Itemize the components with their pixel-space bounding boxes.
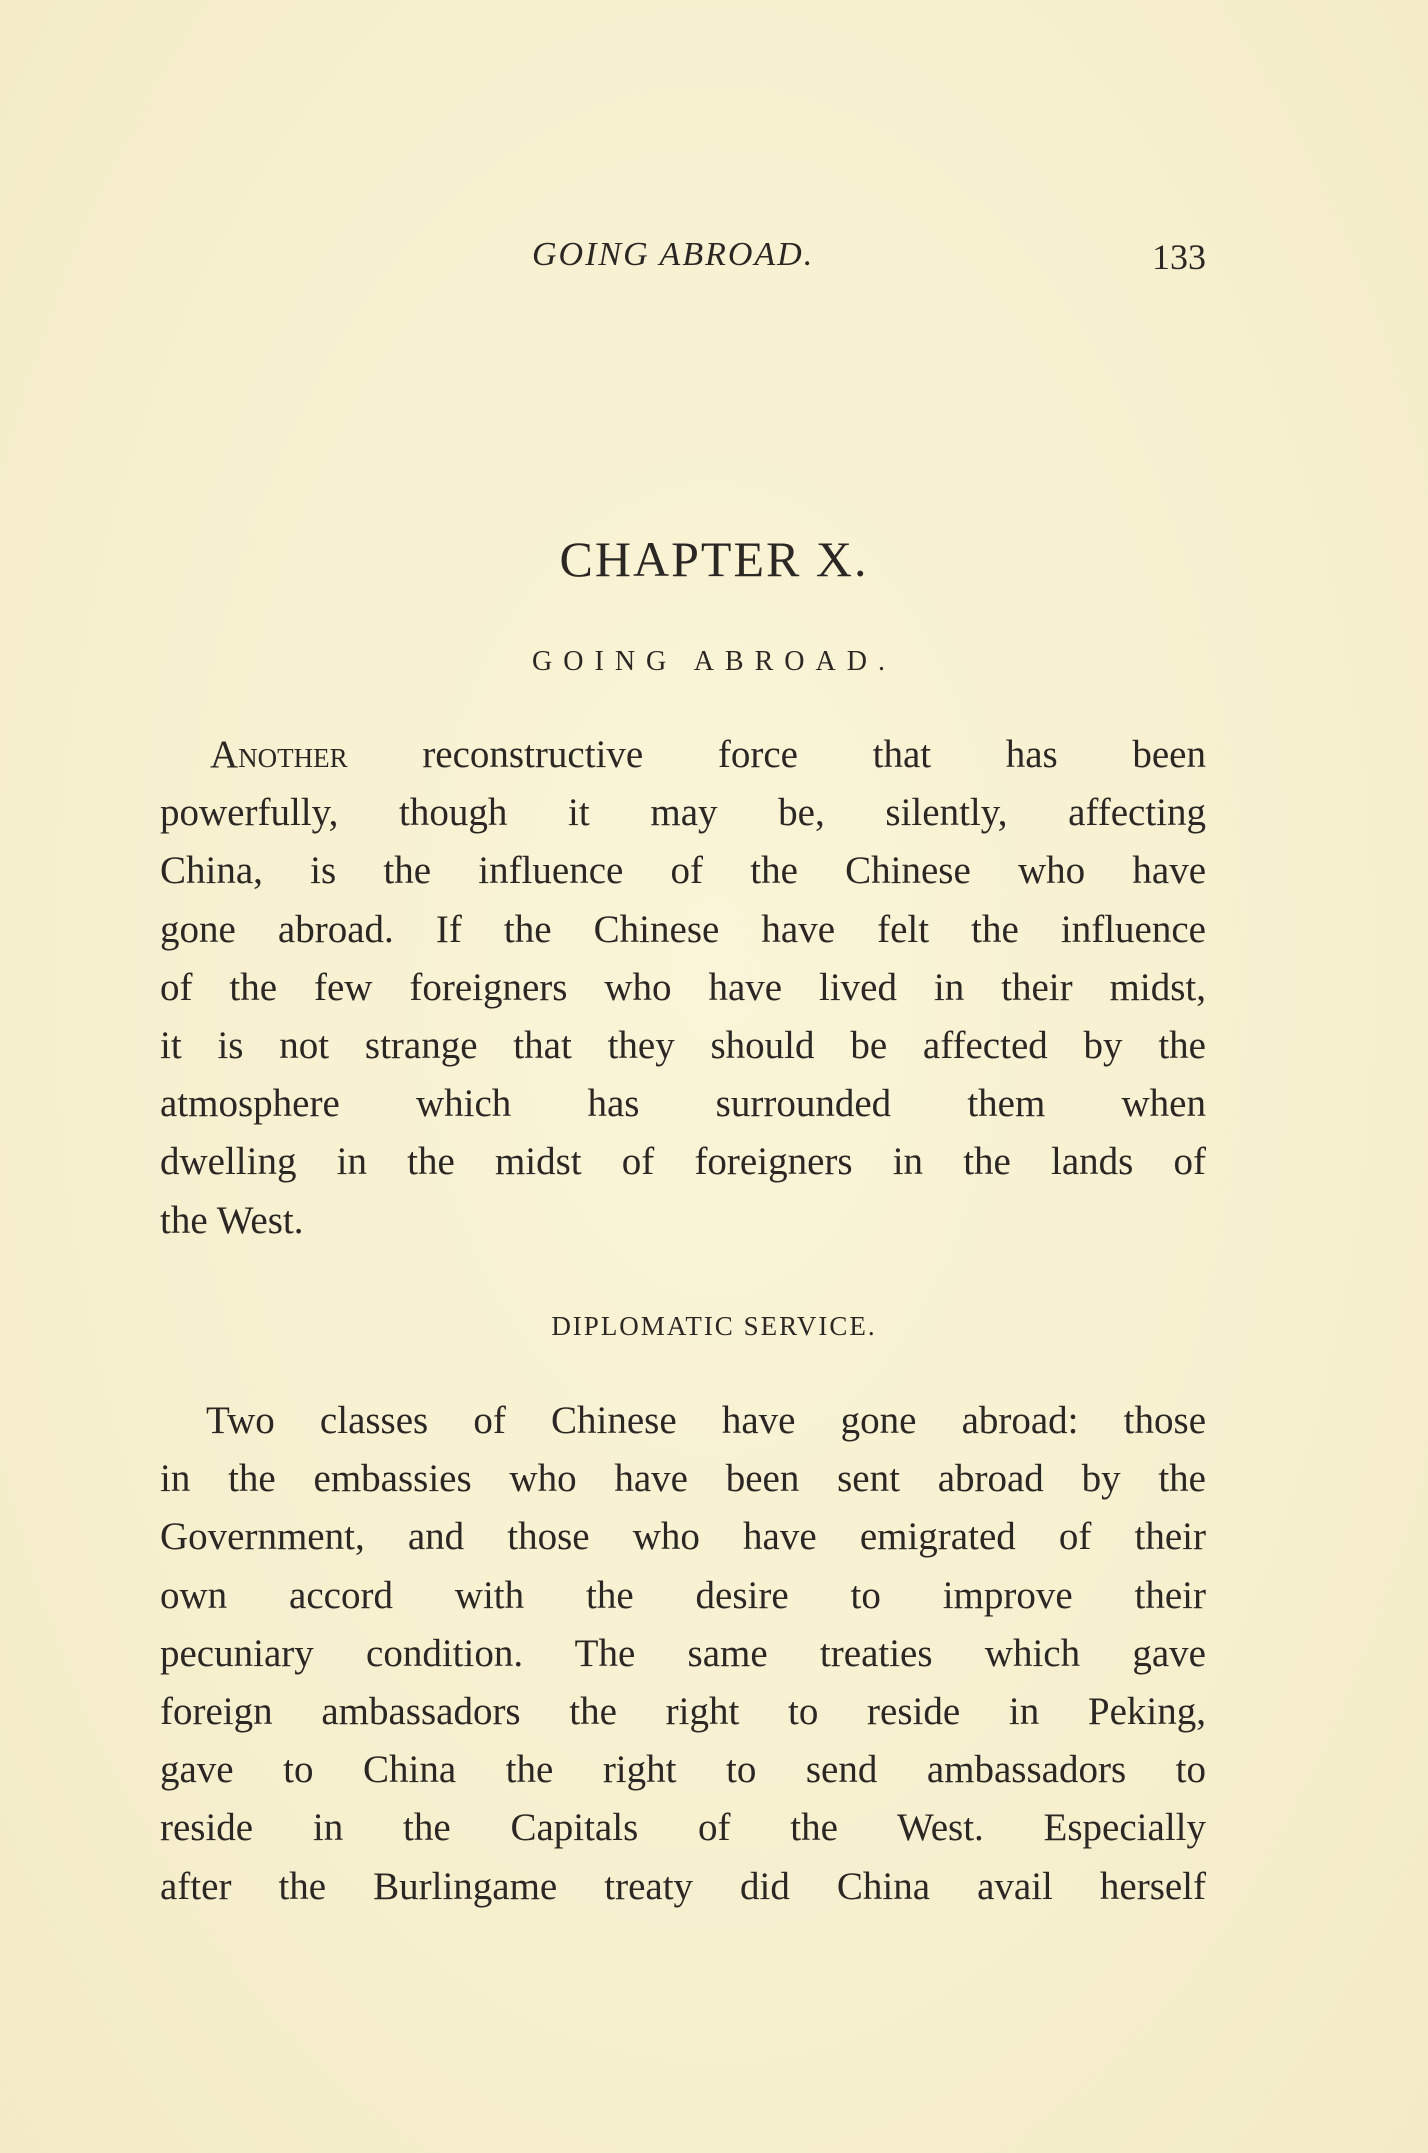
paragraph-line: dwelling in the midst of foreigners in the lands of: [160, 1140, 1206, 1184]
paragraph-line: [160, 726, 1206, 784]
paragraph-line: the West.: [160, 1198, 304, 1242]
paragraph-line: after the Burlingame treaty did China avail herself: [160, 1864, 1206, 1908]
running-title: GOING ABROAD.: [532, 236, 815, 273]
paragraph-line: atmosphere which has surrounded them when: [160, 1082, 1206, 1126]
paragraph-line: gone abroad. If the Chinese have felt the influence: [160, 907, 1206, 951]
paragraph-line: of the few foreigners who have lived in their midst,: [160, 965, 1206, 1009]
chapter-title: CHAPTER X.: [559, 531, 869, 587]
paragraph-line: China, is the influence of the Chinese who have: [160, 849, 1206, 893]
paragraph-line: gave to China the right to send ambassadors to: [160, 1748, 1206, 1792]
paragraph-line: Government, and those who have emigrated of their: [160, 1515, 1206, 1559]
paragraph-line: it is not strange that they should be affected by the: [160, 1023, 1206, 1067]
page-header: [160, 236, 1206, 286]
paragraph-line: Two classes of Chinese have gone abroad: those: [206, 1399, 1206, 1442]
paragraph-line-text: reconstructive force that has been: [422, 733, 1206, 776]
paragraph-line: own accord with the desire to improve their: [160, 1573, 1206, 1617]
paragraph-line: powerfully, though it may be, silently, affecting: [160, 791, 1206, 835]
chapter-subtitle: GOING ABROAD.: [532, 646, 896, 677]
section-heading: DIPLOMATIC SERVICE.: [551, 1311, 877, 1341]
paragraph-diplomatic-service: [160, 1392, 1206, 1916]
paragraph-line: reside in the Capitals of the West. Especially: [160, 1806, 1206, 1850]
paragraph-intro: [160, 726, 1206, 1250]
page-number: 133: [1152, 237, 1206, 277]
lead-word: Another: [210, 733, 348, 776]
paragraph-line: foreign ambassadors the right to reside in Peking,: [160, 1689, 1206, 1733]
paragraph-line: in the embassies who have been sent abroad by the: [160, 1457, 1206, 1501]
paragraph-line: pecuniary condition. The same treaties which gave: [160, 1631, 1206, 1675]
